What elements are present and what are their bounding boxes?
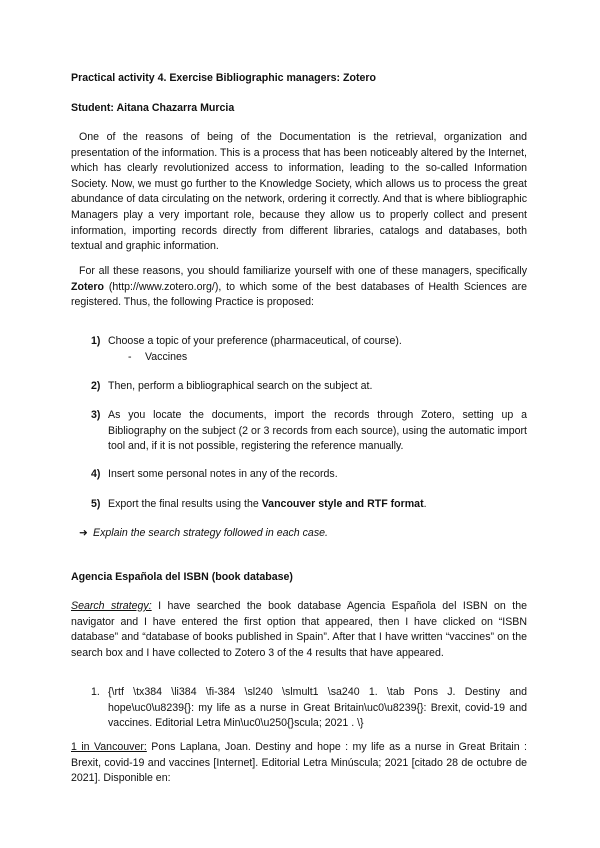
student-name: Student: Aitana Chazarra Murcia [71, 102, 235, 114]
task-5-end: . [423, 498, 427, 510]
task-text: Insert some personal notes in any of the records. [108, 468, 338, 480]
arrow-icon: ➜ [79, 527, 88, 539]
vancouver-paragraph [71, 740, 527, 787]
document-title: Practical activity 4. Exercise Bibliographic managers: Zotero [71, 72, 376, 84]
task-text [108, 497, 527, 513]
task-number: 1) [91, 335, 101, 347]
sub-bullet: - [128, 351, 132, 363]
explain-instruction: Explain the search strategy followed in each case. [93, 527, 328, 539]
search-strategy-label: Search strategy: [71, 600, 152, 612]
rtf-item-number: 1. [91, 686, 100, 698]
task-text: Then, perform a bibliographical search on the subject at. [108, 380, 373, 392]
task-text: Choose a topic of your preference (pharmaceutical, of course). [108, 335, 402, 347]
rtf-item-text: {\rtf \tx384 \li384 \fi-384 \sl240 \slmult1 \sa240 1. \tab Pons J. Destiny and hope\uc0\u8239{}: my life as a nurse in Great Britain\uc0\u8239{}: Brexit, covid-19 and vaccines. Editorial Letra Min\uc0\u250{}scula; 2021 . \} [108, 686, 527, 730]
section-heading: Agencia Española del ISBN (book database) [71, 571, 293, 583]
task-number: 5) [91, 498, 101, 510]
zotero-bold: Zotero [71, 280, 104, 293]
search-strategy-text: I have searched the book database Agencia Española del ISBN on the navigator and I have entered the first option that appeared, then I have clicked on “ISBN database” and “database of books published in Spain”. After that I have written “vaccines” on the search box and I have collected to Zotero 3 of the 4 results that have appeared. [71, 600, 527, 659]
task-number: 4) [91, 468, 101, 480]
task-number: 3) [91, 409, 101, 421]
task-5-bold: Vancouver style and RTF format [261, 498, 424, 510]
second-paragraph-end: (http://www.zotero.org/), to which some of the best databases of Health Sciences are registered. Thus, the following Practice is proposed: [71, 280, 527, 309]
second-paragraph-start: For all these reasons, you should familiarize yourself with one of these managers, specifically [79, 265, 527, 277]
sub-item-vaccines: Vaccines [145, 351, 188, 363]
intro-paragraph: One of the reasons of being of the Documentation is the retrieval, organization and presentation of the information. This is a process that has been noticeably altered by the Internet, which has clearly revolutionized access to information, leading to the so-called Information Society. Now, we must go further to the Knowledge Society, which allows us to process the great abundance of data circulating on the network, ordering it correctly. And that is where bibliographic Managers play a very important role, because they allow us to properly collect and present information, importing records directly from different libraries, catalogs and databases, both textual and graphic information. [71, 131, 527, 253]
task-text: As you locate the documents, import the records through Zotero, setting up a Bibliography on the subject (2 or 3 records from each source), using the automatic import tool and, if it is not possible, registering the reference manually. [108, 409, 527, 453]
second-paragraph [71, 264, 527, 311]
vancouver-text: Pons Laplana, Joan. Destiny and hope : my life as a nurse in Great Britain : Brexit, covid-19 and vaccines [Internet]. Editorial Letra Minúscula; 2021 [citado 28 de octubre de 2021]. Disponible en: [71, 741, 527, 785]
task-5-start: Export the final results using the [108, 498, 262, 510]
vancouver-label: 1 in Vancouver: [71, 741, 147, 753]
search-strategy-paragraph [71, 599, 527, 661]
task-number: 2) [91, 380, 101, 392]
